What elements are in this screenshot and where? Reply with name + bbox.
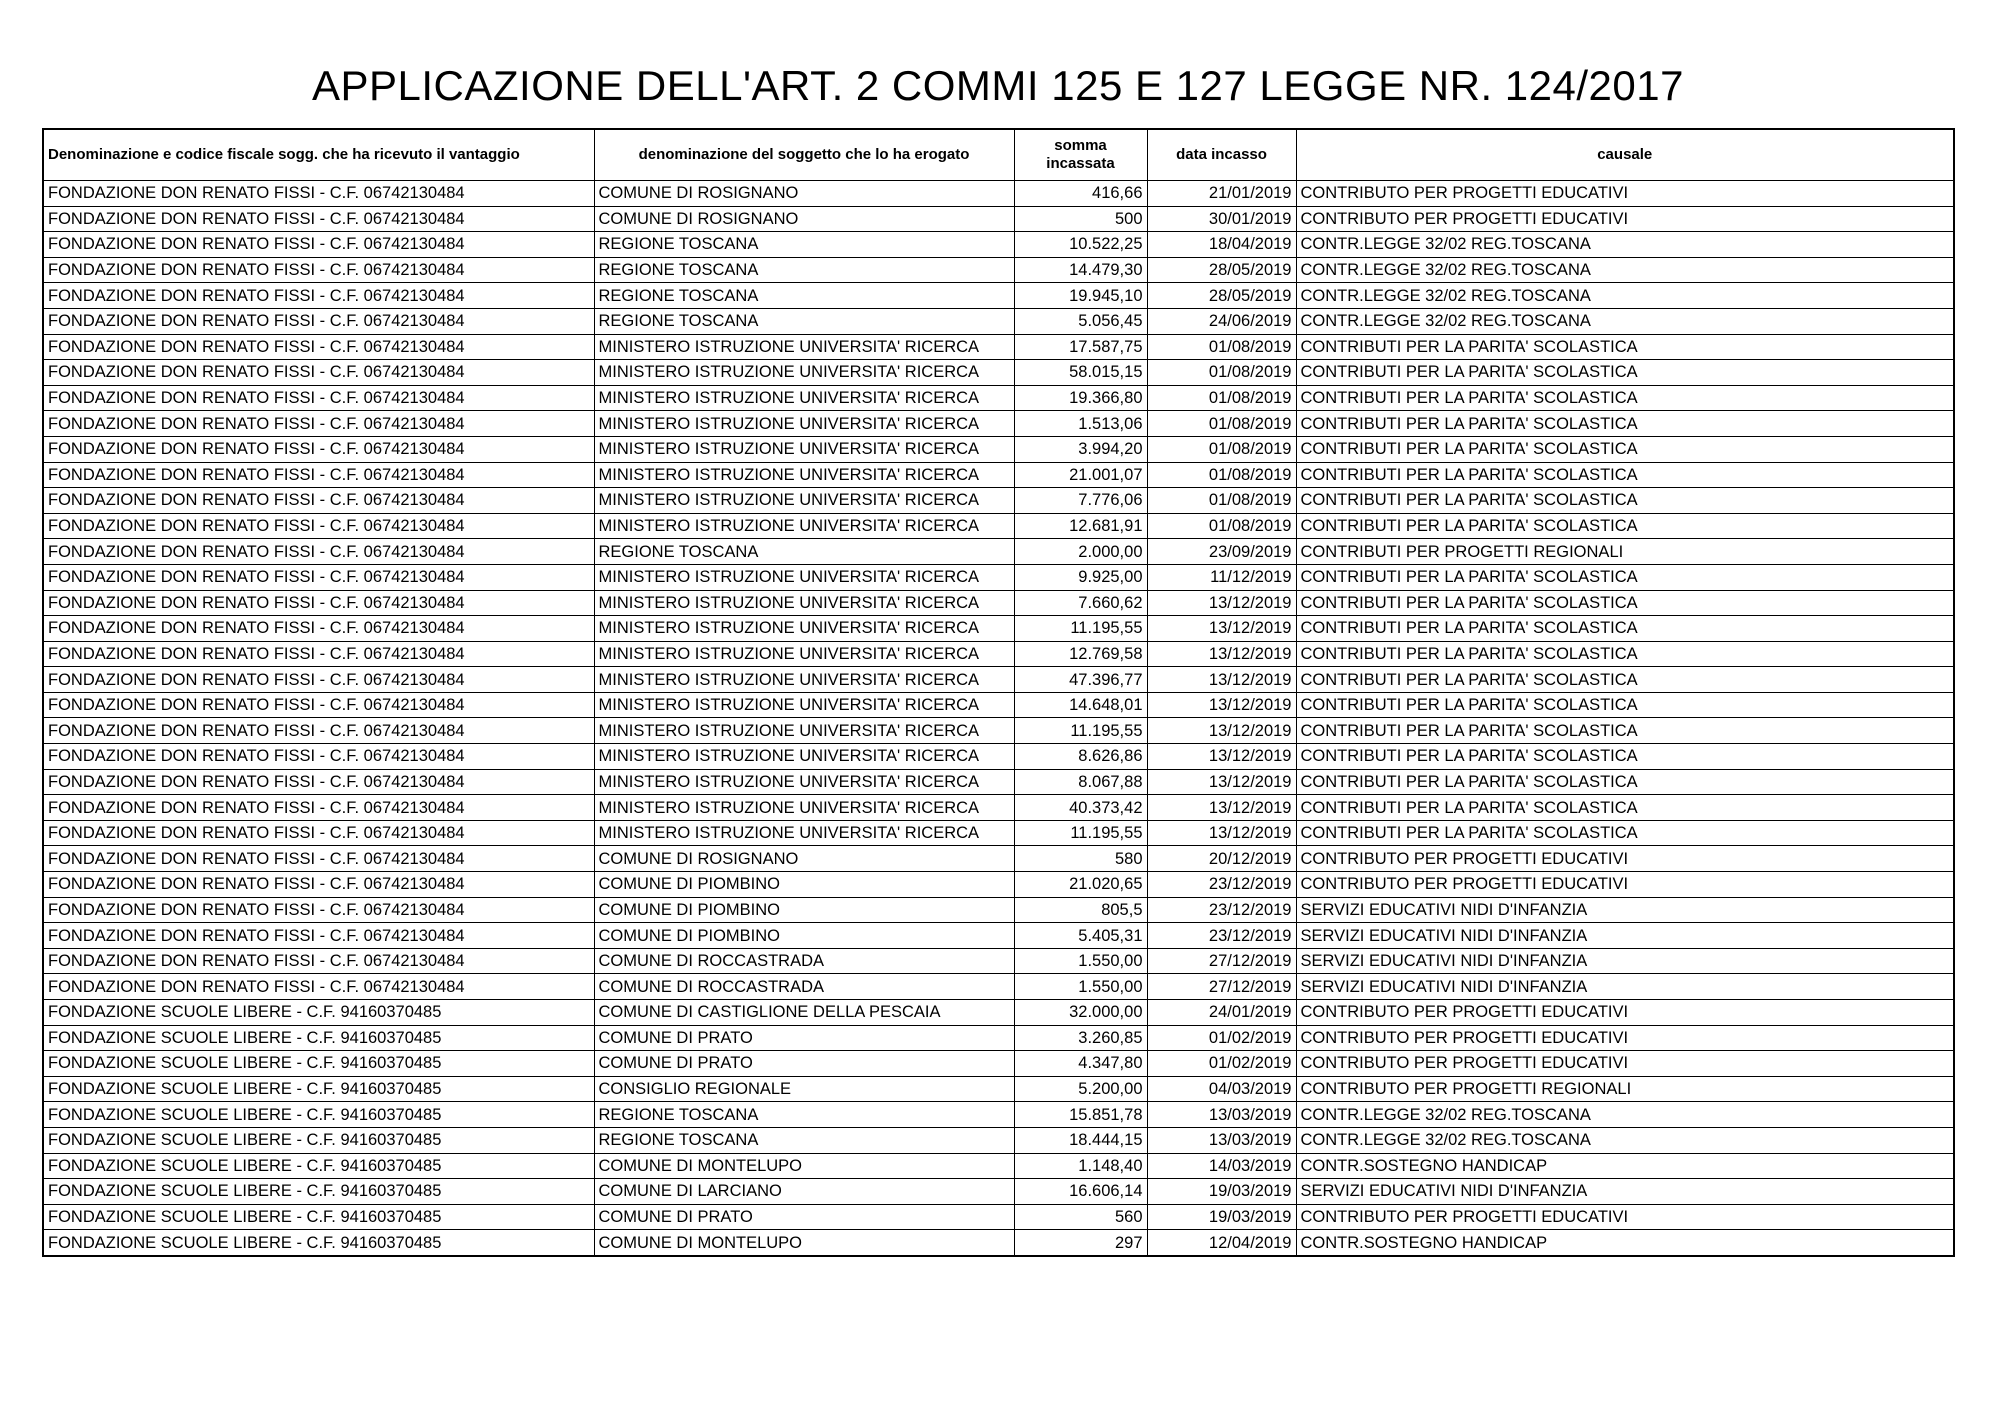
cell-erogatore: MINISTERO ISTRUZIONE UNIVERSITA' RICERCA: [594, 590, 1014, 616]
cell-somma: 15.851,78: [1014, 1102, 1147, 1128]
header-causale: causale: [1296, 129, 1954, 181]
cell-data: 13/12/2019: [1147, 769, 1296, 795]
cell-somma: 8.626,86: [1014, 744, 1147, 770]
cell-data: 01/08/2019: [1147, 436, 1296, 462]
cell-causale: SERVIZI EDUCATIVI NIDI D'INFANZIA: [1296, 897, 1954, 923]
cell-erogatore: COMUNE DI ROSIGNANO: [594, 206, 1014, 232]
cell-somma: 21.020,65: [1014, 872, 1147, 898]
cell-beneficiario: FONDAZIONE SCUOLE LIBERE - C.F. 94160370485: [43, 1076, 594, 1102]
cell-erogatore: REGIONE TOSCANA: [594, 283, 1014, 309]
table-row: [43, 257, 1954, 283]
cell-data: 01/02/2019: [1147, 1025, 1296, 1051]
header-data: data incasso: [1147, 129, 1296, 181]
cell-beneficiario: FONDAZIONE DON RENATO FISSI - C.F. 06742130484: [43, 206, 594, 232]
table-row: [43, 436, 1954, 462]
cell-causale: CONTR.LEGGE 32/02 REG.TOSCANA: [1296, 257, 1954, 283]
cell-causale: CONTRIBUTI PER LA PARITA' SCOLASTICA: [1296, 488, 1954, 514]
table-row: [43, 1204, 1954, 1230]
table-row: [43, 1153, 1954, 1179]
cell-beneficiario: FONDAZIONE SCUOLE LIBERE - C.F. 94160370485: [43, 1102, 594, 1128]
cell-somma: 11.195,55: [1014, 616, 1147, 642]
table-row: [43, 923, 1954, 949]
table-row: [43, 667, 1954, 693]
cell-data: 01/02/2019: [1147, 1051, 1296, 1077]
header-beneficiario: Denominazione e codice fiscale sogg. che ha ricevuto il vantaggio: [43, 129, 594, 181]
table-row: [43, 1102, 1954, 1128]
table-row: [43, 232, 1954, 258]
cell-somma: 297: [1014, 1230, 1147, 1256]
table-row: [43, 462, 1954, 488]
cell-causale: CONTRIBUTI PER LA PARITA' SCOLASTICA: [1296, 334, 1954, 360]
cell-somma: 8.067,88: [1014, 769, 1147, 795]
cell-beneficiario: FONDAZIONE DON RENATO FISSI - C.F. 06742130484: [43, 769, 594, 795]
cell-data: 30/01/2019: [1147, 206, 1296, 232]
cell-data: 13/03/2019: [1147, 1127, 1296, 1153]
cell-erogatore: COMUNE DI MONTELUPO: [594, 1153, 1014, 1179]
cell-data: 13/03/2019: [1147, 1102, 1296, 1128]
cell-data: 13/12/2019: [1147, 692, 1296, 718]
cell-data: 18/04/2019: [1147, 232, 1296, 258]
cell-erogatore: COMUNE DI ROCCASTRADA: [594, 948, 1014, 974]
table-row: [43, 744, 1954, 770]
cell-somma: 3.994,20: [1014, 436, 1147, 462]
cell-causale: CONTRIBUTI PER LA PARITA' SCOLASTICA: [1296, 641, 1954, 667]
cell-data: 28/05/2019: [1147, 283, 1296, 309]
table-row: [43, 1127, 1954, 1153]
cell-causale: CONTR.LEGGE 32/02 REG.TOSCANA: [1296, 1127, 1954, 1153]
cell-beneficiario: FONDAZIONE DON RENATO FISSI - C.F. 06742130484: [43, 436, 594, 462]
cell-causale: CONTR.LEGGE 32/02 REG.TOSCANA: [1296, 1102, 1954, 1128]
page-title: APPLICAZIONE DELL'ART. 2 COMMI 125 E 127 LEGGE NR. 124/2017: [311, 62, 1684, 109]
cell-data: 23/09/2019: [1147, 539, 1296, 565]
cell-somma: 17.587,75: [1014, 334, 1147, 360]
cell-somma: 1.550,00: [1014, 974, 1147, 1000]
table-row: [43, 513, 1954, 539]
cell-causale: CONTRIBUTI PER LA PARITA' SCOLASTICA: [1296, 360, 1954, 386]
table-row: [43, 488, 1954, 514]
cell-data: 19/03/2019: [1147, 1179, 1296, 1205]
cell-data: 19/03/2019: [1147, 1204, 1296, 1230]
table-row: [43, 974, 1954, 1000]
cell-somma: 14.479,30: [1014, 257, 1147, 283]
cell-data: 11/12/2019: [1147, 564, 1296, 590]
cell-somma: 16.606,14: [1014, 1179, 1147, 1205]
cell-causale: SERVIZI EDUCATIVI NIDI D'INFANZIA: [1296, 923, 1954, 949]
cell-erogatore: REGIONE TOSCANA: [594, 232, 1014, 258]
cell-erogatore: COMUNE DI ROCCASTRADA: [594, 974, 1014, 1000]
cell-data: 24/06/2019: [1147, 308, 1296, 334]
cell-somma: 10.522,25: [1014, 232, 1147, 258]
cell-data: 14/03/2019: [1147, 1153, 1296, 1179]
table-row: [43, 308, 1954, 334]
cell-erogatore: MINISTERO ISTRUZIONE UNIVERSITA' RICERCA: [594, 667, 1014, 693]
cell-beneficiario: FONDAZIONE DON RENATO FISSI - C.F. 06742130484: [43, 692, 594, 718]
cell-erogatore: MINISTERO ISTRUZIONE UNIVERSITA' RICERCA: [594, 334, 1014, 360]
cell-causale: CONTRIBUTI PER LA PARITA' SCOLASTICA: [1296, 718, 1954, 744]
table-row: [43, 641, 1954, 667]
cell-data: 23/12/2019: [1147, 897, 1296, 923]
cell-data: 13/12/2019: [1147, 820, 1296, 846]
cell-causale: CONTR.LEGGE 32/02 REG.TOSCANA: [1296, 308, 1954, 334]
cell-erogatore: CONSIGLIO REGIONALE: [594, 1076, 1014, 1102]
cell-causale: CONTRIBUTI PER LA PARITA' SCOLASTICA: [1296, 769, 1954, 795]
cell-erogatore: MINISTERO ISTRUZIONE UNIVERSITA' RICERCA: [594, 641, 1014, 667]
cell-beneficiario: FONDAZIONE SCUOLE LIBERE - C.F. 94160370485: [43, 1000, 594, 1026]
cell-erogatore: COMUNE DI MONTELUPO: [594, 1230, 1014, 1256]
cell-somma: 12.681,91: [1014, 513, 1147, 539]
table-row: [43, 181, 1954, 207]
table-row: [43, 769, 1954, 795]
table-row: [43, 283, 1954, 309]
cell-beneficiario: FONDAZIONE DON RENATO FISSI - C.F. 06742130484: [43, 334, 594, 360]
cell-erogatore: COMUNE DI CASTIGLIONE DELLA PESCAIA: [594, 1000, 1014, 1026]
cell-erogatore: COMUNE DI ROSIGNANO: [594, 846, 1014, 872]
cell-causale: CONTR.LEGGE 32/02 REG.TOSCANA: [1296, 232, 1954, 258]
cell-causale: CONTRIBUTI PER LA PARITA' SCOLASTICA: [1296, 820, 1954, 846]
cell-erogatore: COMUNE DI PIOMBINO: [594, 872, 1014, 898]
cell-beneficiario: FONDAZIONE DON RENATO FISSI - C.F. 06742130484: [43, 616, 594, 642]
cell-beneficiario: FONDAZIONE DON RENATO FISSI - C.F. 06742130484: [43, 564, 594, 590]
cell-erogatore: MINISTERO ISTRUZIONE UNIVERSITA' RICERCA: [594, 436, 1014, 462]
header-erogatore: denominazione del soggetto che lo ha erogato: [594, 129, 1014, 181]
cell-erogatore: MINISTERO ISTRUZIONE UNIVERSITA' RICERCA: [594, 462, 1014, 488]
cell-somma: 40.373,42: [1014, 795, 1147, 821]
cell-data: 01/08/2019: [1147, 385, 1296, 411]
cell-data: 13/12/2019: [1147, 667, 1296, 693]
cell-somma: 4.347,80: [1014, 1051, 1147, 1077]
cell-erogatore: MINISTERO ISTRUZIONE UNIVERSITA' RICERCA: [594, 488, 1014, 514]
cell-beneficiario: FONDAZIONE DON RENATO FISSI - C.F. 06742130484: [43, 923, 594, 949]
cell-beneficiario: FONDAZIONE SCUOLE LIBERE - C.F. 94160370485: [43, 1204, 594, 1230]
cell-beneficiario: FONDAZIONE DON RENATO FISSI - C.F. 06742130484: [43, 411, 594, 437]
cell-erogatore: MINISTERO ISTRUZIONE UNIVERSITA' RICERCA: [594, 564, 1014, 590]
table-row: [43, 795, 1954, 821]
cell-data: 21/01/2019: [1147, 181, 1296, 207]
table-row: [43, 1025, 1954, 1051]
table-row: [43, 564, 1954, 590]
cell-erogatore: MINISTERO ISTRUZIONE UNIVERSITA' RICERCA: [594, 616, 1014, 642]
cell-causale: CONTRIBUTI PER LA PARITA' SCOLASTICA: [1296, 564, 1954, 590]
cell-data: 01/08/2019: [1147, 411, 1296, 437]
table-row: [43, 1000, 1954, 1026]
cell-beneficiario: FONDAZIONE DON RENATO FISSI - C.F. 06742130484: [43, 462, 594, 488]
cell-erogatore: MINISTERO ISTRUZIONE UNIVERSITA' RICERCA: [594, 744, 1014, 770]
cell-causale: CONTRIBUTI PER LA PARITA' SCOLASTICA: [1296, 411, 1954, 437]
cell-causale: CONTRIBUTO PER PROGETTI EDUCATIVI: [1296, 1051, 1954, 1077]
table-row: [43, 334, 1954, 360]
cell-erogatore: REGIONE TOSCANA: [594, 1102, 1014, 1128]
cell-causale: CONTRIBUTO PER PROGETTI EDUCATIVI: [1296, 181, 1954, 207]
cell-erogatore: COMUNE DI PRATO: [594, 1051, 1014, 1077]
cell-somma: 47.396,77: [1014, 667, 1147, 693]
table-row: [43, 948, 1954, 974]
cell-causale: CONTRIBUTO PER PROGETTI EDUCATIVI: [1296, 1204, 1954, 1230]
table-row: [43, 820, 1954, 846]
cell-causale: CONTRIBUTI PER LA PARITA' SCOLASTICA: [1296, 462, 1954, 488]
cell-causale: CONTRIBUTI PER PROGETTI REGIONALI: [1296, 539, 1954, 565]
cell-somma: 7.660,62: [1014, 590, 1147, 616]
cell-data: 01/08/2019: [1147, 462, 1296, 488]
cell-causale: CONTRIBUTI PER LA PARITA' SCOLASTICA: [1296, 436, 1954, 462]
table-row: [43, 1076, 1954, 1102]
table-row: [43, 872, 1954, 898]
cell-data: 13/12/2019: [1147, 616, 1296, 642]
cell-erogatore: MINISTERO ISTRUZIONE UNIVERSITA' RICERCA: [594, 820, 1014, 846]
cell-causale: CONTRIBUTO PER PROGETTI EDUCATIVI: [1296, 872, 1954, 898]
cell-somma: 1.550,00: [1014, 948, 1147, 974]
cell-causale: CONTRIBUTO PER PROGETTI REGIONALI: [1296, 1076, 1954, 1102]
cell-erogatore: REGIONE TOSCANA: [594, 257, 1014, 283]
cell-causale: CONTR.LEGGE 32/02 REG.TOSCANA: [1296, 283, 1954, 309]
cell-somma: 19.366,80: [1014, 385, 1147, 411]
table-row: [43, 411, 1954, 437]
cell-erogatore: COMUNE DI PIOMBINO: [594, 923, 1014, 949]
cell-data: 12/04/2019: [1147, 1230, 1296, 1256]
cell-beneficiario: FONDAZIONE DON RENATO FISSI - C.F. 06742130484: [43, 718, 594, 744]
cell-causale: CONTRIBUTI PER LA PARITA' SCOLASTICA: [1296, 667, 1954, 693]
cell-erogatore: MINISTERO ISTRUZIONE UNIVERSITA' RICERCA: [594, 411, 1014, 437]
cell-causale: CONTRIBUTO PER PROGETTI EDUCATIVI: [1296, 1025, 1954, 1051]
cell-data: 13/12/2019: [1147, 590, 1296, 616]
cell-erogatore: REGIONE TOSCANA: [594, 1127, 1014, 1153]
cell-somma: 2.000,00: [1014, 539, 1147, 565]
cell-beneficiario: FONDAZIONE DON RENATO FISSI - C.F. 06742130484: [43, 385, 594, 411]
cell-erogatore: MINISTERO ISTRUZIONE UNIVERSITA' RICERCA: [594, 795, 1014, 821]
cell-data: 24/01/2019: [1147, 1000, 1296, 1026]
cell-data: 13/12/2019: [1147, 718, 1296, 744]
cell-erogatore: COMUNE DI ROSIGNANO: [594, 181, 1014, 207]
table-row: [43, 590, 1954, 616]
cell-beneficiario: FONDAZIONE DON RENATO FISSI - C.F. 06742130484: [43, 948, 594, 974]
cell-somma: 7.776,06: [1014, 488, 1147, 514]
cell-somma: 5.200,00: [1014, 1076, 1147, 1102]
cell-beneficiario: FONDAZIONE DON RENATO FISSI - C.F. 06742130484: [43, 283, 594, 309]
table-row: [43, 846, 1954, 872]
cell-beneficiario: FONDAZIONE DON RENATO FISSI - C.F. 06742130484: [43, 513, 594, 539]
table-row: [43, 897, 1954, 923]
table-row: [43, 206, 1954, 232]
table-header-row: [43, 129, 1954, 181]
cell-erogatore: REGIONE TOSCANA: [594, 539, 1014, 565]
table-row: [43, 616, 1954, 642]
cell-causale: CONTRIBUTO PER PROGETTI EDUCATIVI: [1296, 846, 1954, 872]
cell-data: 23/12/2019: [1147, 872, 1296, 898]
cell-beneficiario: FONDAZIONE DON RENATO FISSI - C.F. 06742130484: [43, 667, 594, 693]
cell-erogatore: MINISTERO ISTRUZIONE UNIVERSITA' RICERCA: [594, 718, 1014, 744]
table-row: [43, 718, 1954, 744]
cell-causale: SERVIZI EDUCATIVI NIDI D'INFANZIA: [1296, 1179, 1954, 1205]
cell-data: 01/08/2019: [1147, 334, 1296, 360]
table-row: [43, 1179, 1954, 1205]
cell-somma: 18.444,15: [1014, 1127, 1147, 1153]
cell-somma: 5.405,31: [1014, 923, 1147, 949]
cell-erogatore: MINISTERO ISTRUZIONE UNIVERSITA' RICERCA: [594, 385, 1014, 411]
cell-somma: 9.925,00: [1014, 564, 1147, 590]
cell-data: 04/03/2019: [1147, 1076, 1296, 1102]
cell-data: 01/08/2019: [1147, 513, 1296, 539]
cell-causale: CONTRIBUTI PER LA PARITA' SCOLASTICA: [1296, 744, 1954, 770]
cell-erogatore: COMUNE DI PRATO: [594, 1204, 1014, 1230]
cell-beneficiario: FONDAZIONE DON RENATO FISSI - C.F. 06742130484: [43, 360, 594, 386]
cell-erogatore: MINISTERO ISTRUZIONE UNIVERSITA' RICERCA: [594, 769, 1014, 795]
cell-causale: CONTRIBUTI PER LA PARITA' SCOLASTICA: [1296, 590, 1954, 616]
cell-erogatore: COMUNE DI LARCIANO: [594, 1179, 1014, 1205]
cell-erogatore: MINISTERO ISTRUZIONE UNIVERSITA' RICERCA: [594, 513, 1014, 539]
cell-beneficiario: FONDAZIONE DON RENATO FISSI - C.F. 06742130484: [43, 974, 594, 1000]
table-row: [43, 1230, 1954, 1256]
cell-beneficiario: FONDAZIONE SCUOLE LIBERE - C.F. 94160370485: [43, 1025, 594, 1051]
cell-erogatore: MINISTERO ISTRUZIONE UNIVERSITA' RICERCA: [594, 360, 1014, 386]
cell-causale: SERVIZI EDUCATIVI NIDI D'INFANZIA: [1296, 948, 1954, 974]
cell-causale: CONTRIBUTI PER LA PARITA' SCOLASTICA: [1296, 513, 1954, 539]
cell-erogatore: COMUNE DI PRATO: [594, 1025, 1014, 1051]
cell-data: 27/12/2019: [1147, 974, 1296, 1000]
cell-beneficiario: FONDAZIONE DON RENATO FISSI - C.F. 06742130484: [43, 257, 594, 283]
cell-somma: 560: [1014, 1204, 1147, 1230]
cell-somma: 500: [1014, 206, 1147, 232]
cell-beneficiario: FONDAZIONE DON RENATO FISSI - C.F. 06742130484: [43, 539, 594, 565]
cell-data: 01/08/2019: [1147, 488, 1296, 514]
cell-somma: 14.648,01: [1014, 692, 1147, 718]
cell-somma: 805,5: [1014, 897, 1147, 923]
cell-somma: 19.945,10: [1014, 283, 1147, 309]
cell-erogatore: MINISTERO ISTRUZIONE UNIVERSITA' RICERCA: [594, 692, 1014, 718]
cell-somma: 21.001,07: [1014, 462, 1147, 488]
cell-beneficiario: FONDAZIONE DON RENATO FISSI - C.F. 06742130484: [43, 846, 594, 872]
cell-data: 01/08/2019: [1147, 360, 1296, 386]
cell-beneficiario: FONDAZIONE SCUOLE LIBERE - C.F. 94160370485: [43, 1230, 594, 1256]
cell-beneficiario: FONDAZIONE DON RENATO FISSI - C.F. 06742130484: [43, 872, 594, 898]
cell-beneficiario: FONDAZIONE DON RENATO FISSI - C.F. 06742130484: [43, 795, 594, 821]
cell-beneficiario: FONDAZIONE SCUOLE LIBERE - C.F. 94160370485: [43, 1153, 594, 1179]
cell-causale: CONTR.SOSTEGNO HANDICAP: [1296, 1153, 1954, 1179]
cell-data: 13/12/2019: [1147, 641, 1296, 667]
cell-causale: CONTRIBUTI PER LA PARITA' SCOLASTICA: [1296, 795, 1954, 821]
cell-data: 20/12/2019: [1147, 846, 1296, 872]
cell-somma: 580: [1014, 846, 1147, 872]
cell-somma: 1.513,06: [1014, 411, 1147, 437]
cell-somma: 11.195,55: [1014, 820, 1147, 846]
cell-beneficiario: FONDAZIONE SCUOLE LIBERE - C.F. 94160370485: [43, 1127, 594, 1153]
header-somma: somma incassata: [1014, 129, 1147, 181]
cell-data: 23/12/2019: [1147, 923, 1296, 949]
cell-beneficiario: FONDAZIONE DON RENATO FISSI - C.F. 06742130484: [43, 820, 594, 846]
cell-somma: 58.015,15: [1014, 360, 1147, 386]
table-row: [43, 692, 1954, 718]
cell-somma: 1.148,40: [1014, 1153, 1147, 1179]
cell-causale: CONTRIBUTI PER LA PARITA' SCOLASTICA: [1296, 385, 1954, 411]
cell-causale: SERVIZI EDUCATIVI NIDI D'INFANZIA: [1296, 974, 1954, 1000]
table-row: [43, 539, 1954, 565]
cell-beneficiario: FONDAZIONE DON RENATO FISSI - C.F. 06742130484: [43, 488, 594, 514]
cell-somma: 11.195,55: [1014, 718, 1147, 744]
contributions-table: [42, 128, 1955, 1257]
table-body: [43, 181, 1954, 1256]
table-row: [43, 385, 1954, 411]
cell-somma: 32.000,00: [1014, 1000, 1147, 1026]
cell-causale: CONTRIBUTI PER LA PARITA' SCOLASTICA: [1296, 616, 1954, 642]
cell-beneficiario: FONDAZIONE DON RENATO FISSI - C.F. 06742130484: [43, 308, 594, 334]
cell-somma: 12.769,58: [1014, 641, 1147, 667]
cell-beneficiario: FONDAZIONE DON RENATO FISSI - C.F. 06742130484: [43, 590, 594, 616]
cell-somma: 5.056,45: [1014, 308, 1147, 334]
cell-causale: CONTRIBUTO PER PROGETTI EDUCATIVI: [1296, 1000, 1954, 1026]
table-row: [43, 1051, 1954, 1077]
cell-somma: 3.260,85: [1014, 1025, 1147, 1051]
cell-causale: CONTRIBUTI PER LA PARITA' SCOLASTICA: [1296, 692, 1954, 718]
cell-beneficiario: FONDAZIONE DON RENATO FISSI - C.F. 06742130484: [43, 232, 594, 258]
cell-somma: 416,66: [1014, 181, 1147, 207]
cell-beneficiario: FONDAZIONE DON RENATO FISSI - C.F. 06742130484: [43, 897, 594, 923]
cell-erogatore: REGIONE TOSCANA: [594, 308, 1014, 334]
cell-data: 28/05/2019: [1147, 257, 1296, 283]
cell-data: 13/12/2019: [1147, 744, 1296, 770]
cell-causale: CONTR.SOSTEGNO HANDICAP: [1296, 1230, 1954, 1256]
cell-beneficiario: FONDAZIONE DON RENATO FISSI - C.F. 06742130484: [43, 744, 594, 770]
table-row: [43, 360, 1954, 386]
cell-beneficiario: FONDAZIONE DON RENATO FISSI - C.F. 06742130484: [43, 181, 594, 207]
cell-erogatore: COMUNE DI PIOMBINO: [594, 897, 1014, 923]
cell-beneficiario: FONDAZIONE SCUOLE LIBERE - C.F. 94160370485: [43, 1051, 594, 1077]
cell-data: 27/12/2019: [1147, 948, 1296, 974]
cell-beneficiario: FONDAZIONE DON RENATO FISSI - C.F. 06742130484: [43, 641, 594, 667]
cell-beneficiario: FONDAZIONE SCUOLE LIBERE - C.F. 94160370485: [43, 1179, 594, 1205]
cell-causale: CONTRIBUTO PER PROGETTI EDUCATIVI: [1296, 206, 1954, 232]
cell-data: 13/12/2019: [1147, 795, 1296, 821]
